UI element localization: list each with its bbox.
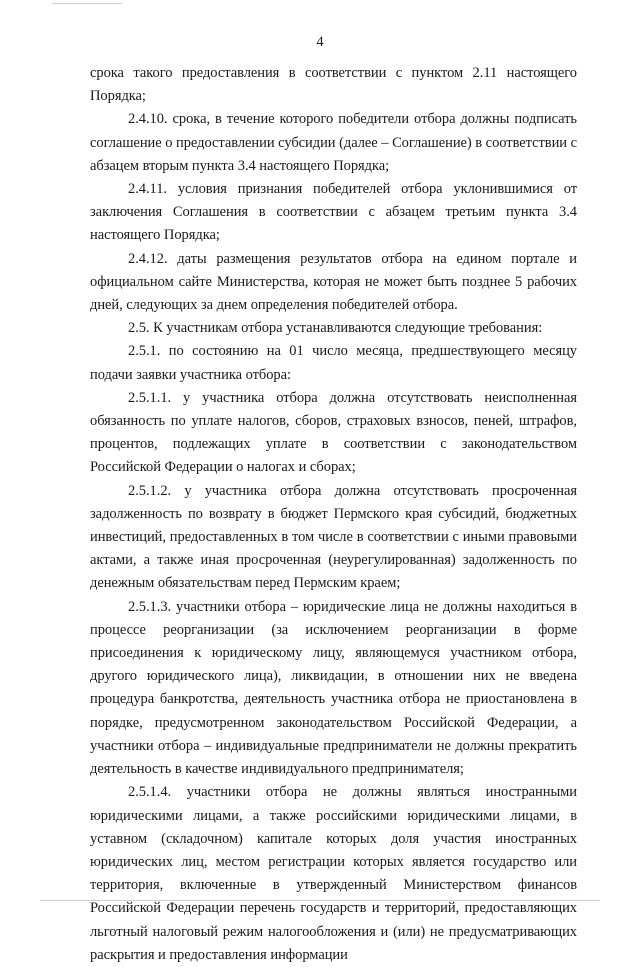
paragraph-2-5-1-3: 2.5.1.3. участники отбора – юридические лица не должны находиться в процессе реорганизации (за исключением реорганизации в форме присоединения к юридическому лицу, являющемуся участником отбора, другого юридического лица), ликвидации, в отношении них не введена процедура банкротства, деятельность участника отбора не приостановлена в порядке, предусмотренном законодательством Российской Федерации, а участники отбора – индивидуальные предприниматели не должны прекратить деятельность в качестве индивидуального предпринимателя; [90, 598, 577, 778]
paragraph-2-5-1-4: 2.5.1.4. участники отбора не должны являться иностранными юридическими лицами, а также российскими юридическими лицами, в уставном (складочном) капитале которых доля участия иностранных юридических лиц, местом регистрации которых является государство или территория, включенные в утвержденный Министерством финансов Российской Федерации перечень государств и территорий, предоставляющих льготный налоговый режим налогообложения и (или) не предусматривающих раскрытия и предоставления информации [90, 784, 577, 963]
paragraph-2-5-1-2: 2.5.1.2. у участника отбора должна отсутствовать просроченная задолженность по возврату в бюджет Пермского края субсидий, бюджетных инвестиций, предоставленных в том числе в соответствии с иными правовыми актами, а также иная просроченная (неурегулированная) задолженность по денежным обязательствам перед Пермским краем; [90, 482, 577, 592]
paragraph-continuation: срока такого предоставления в соответствии с пунктом 2.11 настоящего Порядка; [90, 65, 577, 105]
paragraph-2-5-1-1: 2.5.1.1. у участника отбора должна отсутствовать неисполненная обязанность по уплате налогов, сборов, страховых взносов, пеней, штрафов, процентов, подлежащих уплате в соответствии с законодательством Российской Федерации о налогах и сборах; [90, 389, 577, 476]
scan-artifact-top [52, 3, 122, 4]
paragraph-2-5-1: 2.5.1. по состоянию на 01 число месяца, предшествующего месяцу подачи заявки участника отбора: [90, 343, 577, 383]
paragraph-2-4-12: 2.4.12. даты размещения результатов отбора на едином портале и официальном сайте Министерства, которая не может быть позднее 5 рабочих дней, следующих за днем определения победителей отбора. [90, 250, 577, 314]
document-body [90, 62, 577, 967]
paragraph-2-5: 2.5. К участникам отбора устанавливаются следующие требования: [128, 320, 543, 337]
page-number: 4 [316, 34, 324, 50]
paragraph-2-4-11: 2.4.11. условия признания победителей отбора уклонившимися от заключения Соглашения в соответствии с абзацем третьим пункта 3.4 настоящего Порядка; [90, 181, 577, 244]
paragraph-2-4-10: 2.4.10. срока, в течение которого победители отбора должны подписать соглашение о предоставлении субсидии (далее – Соглашение) в соответствии с абзацем вторым пункта 3.4 настоящего Порядка; [90, 111, 577, 174]
